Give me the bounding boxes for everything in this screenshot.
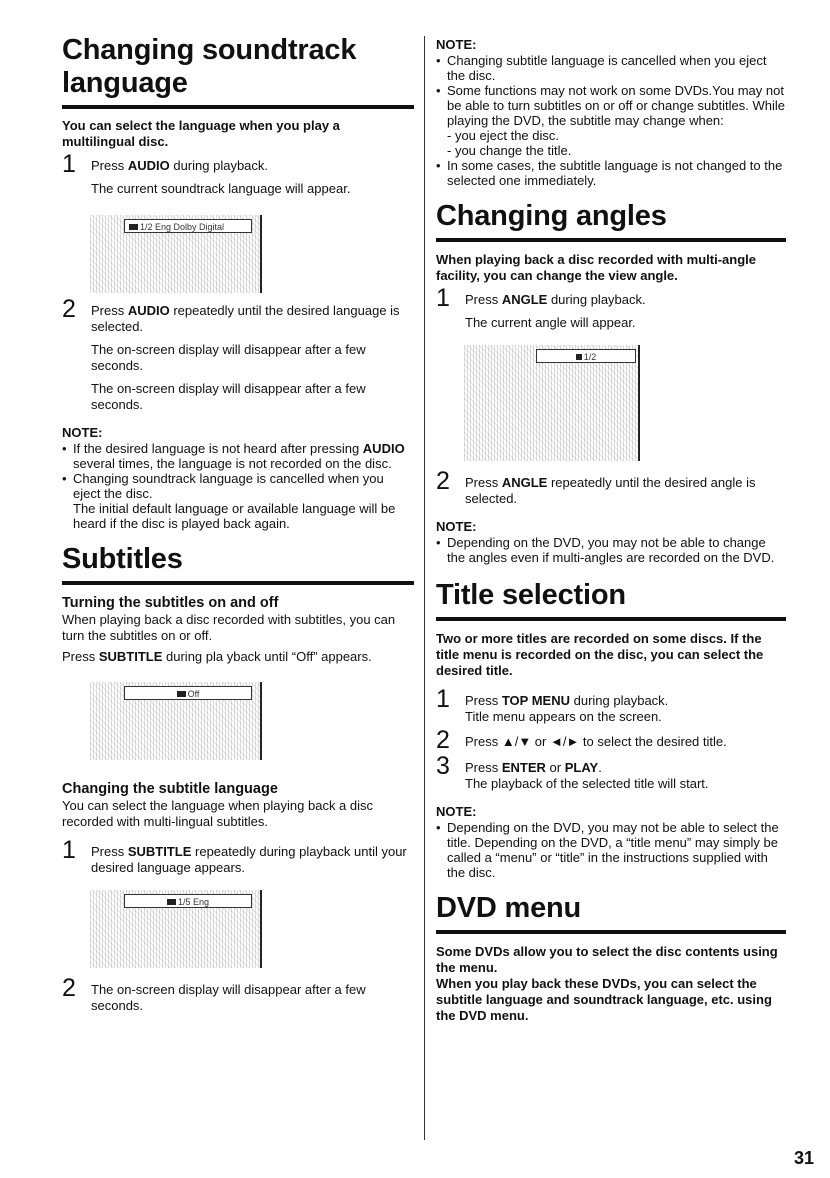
soundtrack-note: [62, 425, 414, 531]
subtitle-note: [436, 37, 786, 188]
subhead-change-subtitle: Changing the subtitle language: [62, 781, 278, 797]
step-subtext: Title menu appears on the screen.: [465, 709, 662, 724]
title-selection-lead: Two or more titles are recorded on some discs. If the title menu is recorded on the disc, you can select the desired title.: [436, 631, 764, 678]
heading-dvd-menu: DVD menu: [436, 892, 786, 934]
note-item: • If the desired language is not heard after pressing AUDIO several times, the language is not recorded on the disc.: [73, 441, 414, 471]
heading-subtitles: Subtitles: [62, 543, 414, 585]
note-item: • Depending on the DVD, you may not be able to select the title. Depending on the DVD, a “title menu” may simply be called a “menu” or “title” in the instructions supplied with the disc.: [447, 820, 786, 880]
angle-step-2: 2 Press ANGLE repeatedly until the desired angle is selected.: [436, 467, 756, 506]
subtitle-step-2: [62, 974, 414, 1014]
step-text: repeatedly until the desired language is selected.: [91, 303, 400, 334]
angle-note: [436, 519, 786, 565]
subtitles-text: When playing back a disc recorded with subtitles, you can turn the subtitles on or off.: [62, 612, 396, 643]
step-number: 2: [436, 467, 450, 495]
osd-text: 1/2: [583, 352, 597, 362]
note-title: NOTE:: [436, 519, 477, 534]
soundtrack-lead: You can select the language when you play a multilingual disc.: [62, 118, 340, 149]
dvd-menu-lead-2: When you play back these DVDs, you can select the subtitle language and soundtrack language, etc. using the DVD menu.: [436, 976, 772, 1023]
soundtrack-step-1: [62, 150, 414, 197]
step-text: during playback.: [169, 158, 269, 173]
note-item: • Changing soundtrack language is cancelled when you eject the disc. The initial default language or available language will be heard if the disc is played back again.: [73, 471, 414, 531]
subtitle-step-1: 1 Press SUBTITLE repeatedly during playback until your desired language appears.: [62, 836, 407, 875]
note-title: NOTE:: [436, 37, 477, 52]
subtitle-off-osd-screen: [90, 682, 262, 760]
step-text: Press ▲/▼ or ◄/► to select the desired title.: [465, 734, 727, 749]
angle-osd-screen: [464, 345, 640, 461]
right-column: [436, 0, 786, 1032]
heading-angles: Changing angles: [436, 200, 786, 242]
step-number: 1: [436, 284, 450, 312]
note-item: • Depending on the DVD, you may not be able to change the angles even if multi-angles are recorded on the DVD.: [447, 535, 786, 565]
note-item: • In some cases, the subtitle language is not changed to the selected one immediately.: [447, 158, 786, 188]
page-number: 31: [793, 1148, 814, 1168]
subtitle-icon: [167, 899, 176, 905]
subtitle-osd-bar: [124, 686, 252, 700]
step-number: 3: [436, 752, 450, 780]
title-step-3: 3 Press ENTER or PLAY. The playback of the selected title will start.: [436, 760, 786, 792]
step-text: Press: [91, 158, 128, 173]
step-number: 1: [62, 150, 76, 178]
step-subtext: The current soundtrack language will appear.: [91, 181, 351, 196]
dvd-menu-lead-1: Some DVDs allow you to select the disc contents using the menu.: [436, 944, 778, 975]
step-subtext: The on-screen display will disappear after a few seconds.: [91, 342, 366, 373]
step-subtext: The on-screen display will disappear after a few seconds.: [91, 381, 366, 412]
angle-osd-bar: [536, 349, 636, 363]
step-number: 2: [62, 974, 76, 1002]
audio-key: AUDIO: [127, 158, 170, 173]
note-title: NOTE:: [436, 804, 477, 819]
angle-step-1: 1 Press ANGLE during playback. The current angle will appear.: [436, 292, 786, 331]
step-number: 1: [62, 836, 76, 864]
heading-soundtrack: Changing soundtrack language: [62, 34, 414, 109]
note-title: NOTE:: [62, 425, 103, 440]
audio-osd-bar: [124, 219, 252, 233]
angle-icon: [576, 354, 582, 360]
subtitles-lang-text: You can select the language when playing back a disc recorded with multi-lingual subtitles.: [62, 798, 374, 829]
heading-title-selection: Title selection: [436, 579, 786, 621]
subhead-turn-on-off: Turning the subtitles on and off: [62, 595, 279, 611]
subtitle-lang-osd-bar: [124, 894, 252, 908]
step-text: The on-screen display will disappear after a few seconds.: [91, 982, 366, 1013]
step-subtext: The current angle will appear.: [465, 315, 636, 330]
osd-text: 1/2 Eng Dolby Digital: [140, 222, 225, 232]
step-number: 1: [436, 685, 450, 713]
osd-text: Off: [187, 689, 200, 699]
title-step-1: 1 Press TOP MENU during playback. Title menu appears on the screen.: [436, 693, 786, 725]
note-item: • Changing subtitle language is cancelled when you eject the disc.: [447, 53, 786, 83]
step-number: 2: [62, 295, 76, 323]
step-number: 2: [436, 726, 450, 754]
subtitle-lang-osd-screen: [90, 890, 262, 968]
note-item: • Some functions may not work on some DVDs.You may not be able to turn subtitles on or off or change subtitles. While playing the DVD, the subtitle may change when: - you eject the disc. - you change the title.: [447, 83, 786, 158]
soundtrack-step-2: [62, 295, 414, 413]
subtitles-press: Press SUBTITLE during pla yback until “Off” appears.: [62, 649, 372, 664]
step-text: Press: [91, 303, 128, 318]
title-step-2: [436, 726, 786, 754]
audio-key: AUDIO: [127, 303, 170, 318]
column-divider: [424, 36, 425, 1140]
title-note: [436, 804, 786, 880]
audio-icon: [129, 224, 138, 230]
subtitle-icon: [177, 691, 186, 697]
step-subtext: The playback of the selected title will start.: [465, 776, 709, 791]
osd-text: 1/5 Eng: [177, 897, 210, 907]
audio-osd-screen: [90, 215, 262, 293]
angles-lead: When playing back a disc recorded with multi-angle facility, you can change the view angle.: [436, 252, 757, 283]
left-column: [62, 0, 414, 1014]
